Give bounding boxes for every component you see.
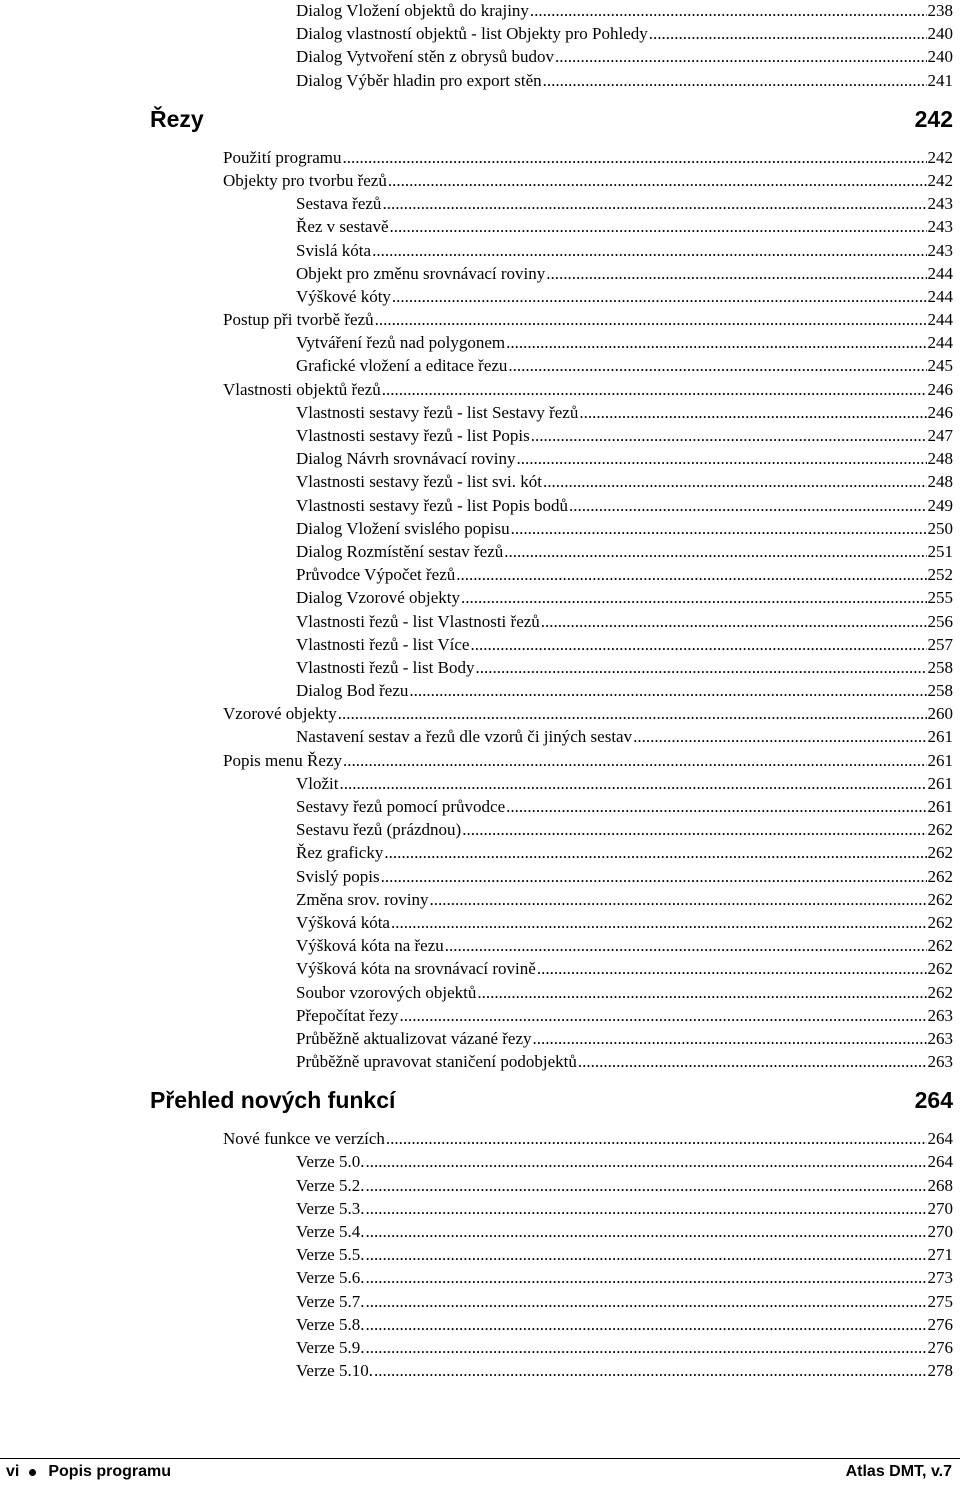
toc-entry-page-number: 258 [927,681,953,701]
toc-entry[interactable] [296,1290,953,1313]
toc-entry-title: Verze 5.9. [296,1336,364,1359]
dot-leader [477,981,926,1004]
toc-entry-title: Dialog Vytvoření stěn z obrysů budov [296,45,554,68]
toc-entry[interactable] [296,215,953,238]
toc-entry-title: Verze 5.0. [296,1150,364,1173]
toc-entry-title: Vlastnosti sestavy řezů - list Sestavy řezů [296,401,578,424]
toc-entry[interactable] [296,0,953,22]
dot-leader [374,1359,927,1382]
dot-leader [506,331,926,354]
chapter-title: Řezy [150,105,204,132]
toc-entry-page-number: 248 [927,472,953,492]
dot-leader [365,1150,926,1173]
toc-entry-title: Verze 5.8. [296,1313,364,1336]
toc-entry-title: Použití programu [223,146,342,169]
dot-leader [384,841,926,864]
toc-entry-title: Nové funkce ve verzích [223,1127,385,1150]
toc-entry-page-number: 246 [927,402,953,422]
toc-entry-title: Vzorové objekty [223,702,337,725]
page-footer [0,1458,960,1486]
toc-entry[interactable] [296,262,953,285]
toc-entry-page-number: 258 [927,657,953,677]
chapter-title: Přehled nových funkcí [150,1087,396,1114]
dot-leader [409,679,926,702]
toc-chapter-heading[interactable] [150,1073,953,1127]
toc-entry[interactable] [296,586,953,609]
toc-entry-title: Dialog Vložení objektů do krajiny [296,0,529,22]
dot-leader [555,45,927,68]
toc-entry[interactable] [296,447,953,470]
dot-leader [365,1290,926,1313]
toc-entry-title: Vlastnosti objektů řezů [223,378,381,401]
toc-entry-title: Vlastnosti sestavy řezů - list Popis bodů [296,494,568,517]
toc-entry-title: Objekty pro tvorbu řezů [223,169,387,192]
toc-entry-title: Dialog vlastností objektů - list Objekty pro Pohledy [296,22,648,45]
toc-entry-title: Verze 5.10. [296,1359,373,1382]
toc-entry-page-number: 261 [927,750,953,770]
toc-entry-page-number: 261 [927,773,953,793]
toc-entry-title: Popis menu Řezy [223,749,342,772]
toc-entry[interactable] [223,749,953,772]
toc-entry[interactable] [296,540,953,563]
toc-entry-title: Řez graficky [296,841,383,864]
dot-leader [365,1336,926,1359]
toc-entry-title: Dialog Vzorové objekty [296,586,460,609]
toc-entry[interactable] [296,911,953,934]
toc-entry-page-number: 270 [927,1198,953,1218]
toc-entry-page-number: 261 [927,727,953,747]
toc-entry[interactable] [296,239,953,262]
toc-entry[interactable] [296,1359,953,1382]
toc-entry-page-number: 278 [927,1361,953,1381]
toc-entry-page-number: 256 [927,611,953,631]
toc-entry[interactable] [296,69,953,92]
toc-entry-title: Vytváření řezů nad polygonem [296,331,505,354]
toc-entry-page-number: 271 [927,1245,953,1265]
toc-entry-title: Verze 5.6. [296,1266,364,1289]
toc-entry-title: Verze 5.7. [296,1290,364,1313]
toc-entry[interactable] [223,378,953,401]
toc-entry[interactable] [296,1004,953,1027]
toc-entry-page-number: 262 [927,982,953,1002]
toc-entry-page-number: 261 [927,797,953,816]
toc-entry[interactable] [296,888,953,911]
dot-leader [445,934,927,957]
toc-entry[interactable] [296,331,953,354]
toc-entry[interactable] [296,818,953,841]
toc-entry-page-number: 247 [927,426,953,445]
toc-entry[interactable] [296,1050,953,1073]
toc-entry-page-number: 240 [927,47,953,67]
toc-entry-page-number: 242 [927,147,953,167]
toc-entry-title: Objekt pro změnu srovnávací roviny [296,262,545,285]
dot-leader [365,1197,926,1220]
toc-entry[interactable] [223,169,953,192]
dot-leader [506,795,926,818]
dot-leader [365,1266,926,1289]
toc-entry-page-number: 244 [927,333,953,353]
toc-entry[interactable] [223,146,953,169]
toc-entry[interactable] [296,470,953,493]
toc-entry-page-number: 250 [927,518,953,538]
toc-entry[interactable] [296,795,953,818]
toc-entry-title: Vlastnosti sestavy řezů - list svi. kót [296,470,542,493]
toc-entry-page-number: 262 [927,936,953,956]
toc-entry[interactable] [223,702,953,725]
dot-leader [462,818,926,841]
toc-entry-title: Přepočítat řezy [296,1004,398,1027]
dot-leader [365,1174,926,1197]
toc-entry-page-number: 243 [927,194,953,214]
dot-leader [461,586,927,609]
toc-entry[interactable] [296,725,953,748]
footer-left [6,1463,171,1481]
dot-leader [365,1243,926,1266]
toc-entry-page-number: 276 [927,1314,953,1334]
toc-entry-page-number: 275 [927,1291,953,1311]
toc-entry-title: Výškové kóty [296,285,391,308]
toc-entry[interactable] [296,354,953,377]
toc-entry-page-number: 243 [927,217,953,237]
toc-entry-page-number: 240 [927,24,953,44]
toc-entry[interactable] [296,192,953,215]
toc-entry-page-number: 262 [927,912,953,932]
toc-entry-page-number: 262 [927,866,953,886]
toc-entry[interactable] [296,1266,953,1289]
toc-entry-title: Dialog Rozmístění sestav řezů [296,540,503,563]
dot-leader [569,494,927,517]
toc-entry-title: Průběžně aktualizovat vázané řezy [296,1027,532,1050]
toc-entry-title: Svislá kóta [296,239,371,262]
toc-entry[interactable] [296,517,953,540]
chapter-page-number: 242 [914,105,953,132]
toc-entry-page-number: 273 [927,1268,953,1288]
dot-leader [456,563,926,586]
dot-leader [392,285,927,308]
dot-leader [382,378,927,401]
toc-entry-page-number: 257 [927,634,953,654]
toc-entry[interactable] [296,865,953,888]
toc-entry[interactable] [296,22,953,45]
toc-entry-title: Výšková kóta [296,911,390,934]
dot-leader [543,69,927,92]
dot-leader [391,911,927,934]
toc-entry-title: Výšková kóta na srovnávací rovině [296,957,536,980]
toc-entry-page-number: 244 [927,286,953,306]
toc-entry-title: Nastavení sestav a řezů dle vzorů či jiných sestav [296,725,632,748]
bullet-icon [29,1469,36,1476]
toc-entry-page-number: 245 [927,356,953,376]
toc-entry-title: Dialog Bod řezu [296,679,408,702]
toc-entry-page-number: 244 [927,310,953,330]
toc-entry[interactable] [296,772,953,795]
toc-entry-page-number: 263 [927,1005,953,1025]
toc-entry-page-number: 262 [927,843,953,863]
toc-entry-title: Vlastnosti řezů - list Body [296,656,474,679]
dot-leader [541,610,927,633]
toc-entry[interactable] [296,1313,953,1336]
toc-entry[interactable] [296,981,953,1004]
toc-entry-title: Změna srov. roviny [296,888,429,911]
toc-entry-page-number: 262 [927,889,953,909]
toc-entry-page-number: 249 [927,495,953,515]
toc-entry-page-number: 243 [927,240,953,260]
toc-entry-page-number: 262 [927,959,953,979]
toc-entry-page-number: 242 [927,170,953,190]
dot-leader [579,401,926,424]
toc-entry-page-number: 252 [927,565,953,585]
toc-entry-page-number: 246 [927,379,953,399]
toc-entry-title: Sestavu řezů (prázdnou) [296,818,461,841]
dot-leader [388,169,927,192]
toc-entry-page-number: 238 [927,1,953,20]
toc-entry-page-number: 264 [927,1152,953,1172]
toc-entry-page-number: 262 [927,820,953,840]
dot-leader [504,540,926,563]
dot-leader [386,1127,927,1150]
dot-leader [508,354,926,377]
toc-entry-title: Verze 5.3. [296,1197,364,1220]
dot-leader [537,957,927,980]
toc-entry[interactable] [296,1150,953,1173]
dot-leader [343,749,927,772]
toc-entry-page-number: 251 [927,541,953,561]
dot-leader [365,1220,926,1243]
toc-entry[interactable] [296,934,953,957]
dot-leader [340,772,927,795]
toc-entry-page-number: 255 [927,588,953,608]
dot-leader [372,239,926,262]
dot-leader [470,633,926,656]
dot-leader [530,0,927,22]
dot-leader [578,1050,927,1073]
toc-entry-title: Průběžně upravovat staničení podobjektů [296,1050,577,1073]
dot-leader [365,1313,926,1336]
dot-leader [475,656,926,679]
dot-leader [533,1027,927,1050]
toc-entry-page-number: 263 [927,1052,953,1072]
toc-entry-page-number: 241 [927,70,953,90]
toc-entry-page-number: 260 [927,704,953,724]
chapter-page-number: 264 [914,1087,953,1114]
toc-entry-title: Vlastnosti sestavy řezů - list Popis [296,424,530,447]
dot-leader [430,888,927,911]
toc-entry[interactable] [296,424,953,447]
toc-entry-title: Průvodce Výpočet řezů [296,563,455,586]
toc-entry-title: Verze 5.4. [296,1220,364,1243]
footer-section: Popis programu [48,1463,172,1480]
toc-entry-page-number: 263 [927,1028,953,1048]
dot-leader [649,22,927,45]
toc-entry-title: Verze 5.2. [296,1174,364,1197]
dot-leader [338,702,927,725]
toc-entry-title: Řez v sestavě [296,215,389,238]
toc-entry-page-number: 244 [927,263,953,283]
dot-leader [343,146,927,169]
toc-entry-title: Sestavy řezů pomocí průvodce [296,795,505,818]
toc-entry-title: Vlastnosti řezů - list Více [296,633,469,656]
dot-leader [517,447,927,470]
toc-entry[interactable] [296,45,953,68]
toc-entry[interactable] [296,610,953,633]
toc-entry[interactable] [296,1220,953,1243]
toc-entry-title: Dialog Výběr hladin pro export stěn [296,69,542,92]
dot-leader [375,308,927,331]
dot-leader [531,424,927,447]
toc-entry-title: Svislý popis [296,865,380,888]
toc-entry[interactable] [223,1127,953,1150]
toc-entry[interactable] [296,1336,953,1359]
toc-entry-title: Výšková kóta na řezu [296,934,444,957]
toc-entry[interactable] [296,1243,953,1266]
toc-entry[interactable] [296,656,953,679]
toc-entry-title: Sestava řezů [296,192,381,215]
dot-leader [511,517,927,540]
toc-entry[interactable] [296,679,953,702]
toc-entry-title: Grafické vložení a editace řezu [296,354,507,377]
toc-entry-page-number: 248 [927,449,953,469]
dot-leader [633,725,926,748]
toc-chapter-heading[interactable] [150,92,953,146]
toc-entry[interactable] [296,285,953,308]
toc-entry[interactable] [296,957,953,980]
toc-entry-page-number: 270 [927,1222,953,1241]
toc-entry-page-number: 268 [927,1175,953,1195]
footer-product: Atlas DMT, v.7 [845,1463,952,1480]
dot-leader [390,215,927,238]
toc-entry-title: Vložit [296,772,339,795]
toc-entry-page-number: 276 [927,1337,953,1357]
toc-entry[interactable] [296,563,953,586]
toc-entry[interactable] [296,1027,953,1050]
dot-leader [399,1004,926,1027]
toc-entry[interactable] [296,1174,953,1197]
dot-leader [381,865,927,888]
dot-leader [543,470,926,493]
toc-entry-title: Dialog Vložení svislého popisu [296,517,510,540]
toc-entry-title: Soubor vzorových objektů [296,981,476,1004]
toc-entry[interactable] [296,401,953,424]
dot-leader [546,262,926,285]
toc-entry[interactable] [223,308,953,331]
toc-entry[interactable] [296,841,953,864]
dot-leader [382,192,926,215]
toc-entry-title: Vlastnosti řezů - list Vlastnosti řezů [296,610,540,633]
toc-entry-title: Dialog Návrh srovnávací roviny [296,447,516,470]
toc-entry[interactable] [296,1197,953,1220]
toc-entry-title: Postup při tvorbě řezů [223,308,374,331]
toc-entry-page-number: 264 [927,1129,953,1149]
toc-entry-title: Verze 5.5. [296,1243,364,1266]
footer-page-label: vi [6,1463,20,1480]
toc-entry[interactable] [296,494,953,517]
toc-entry[interactable] [296,633,953,656]
